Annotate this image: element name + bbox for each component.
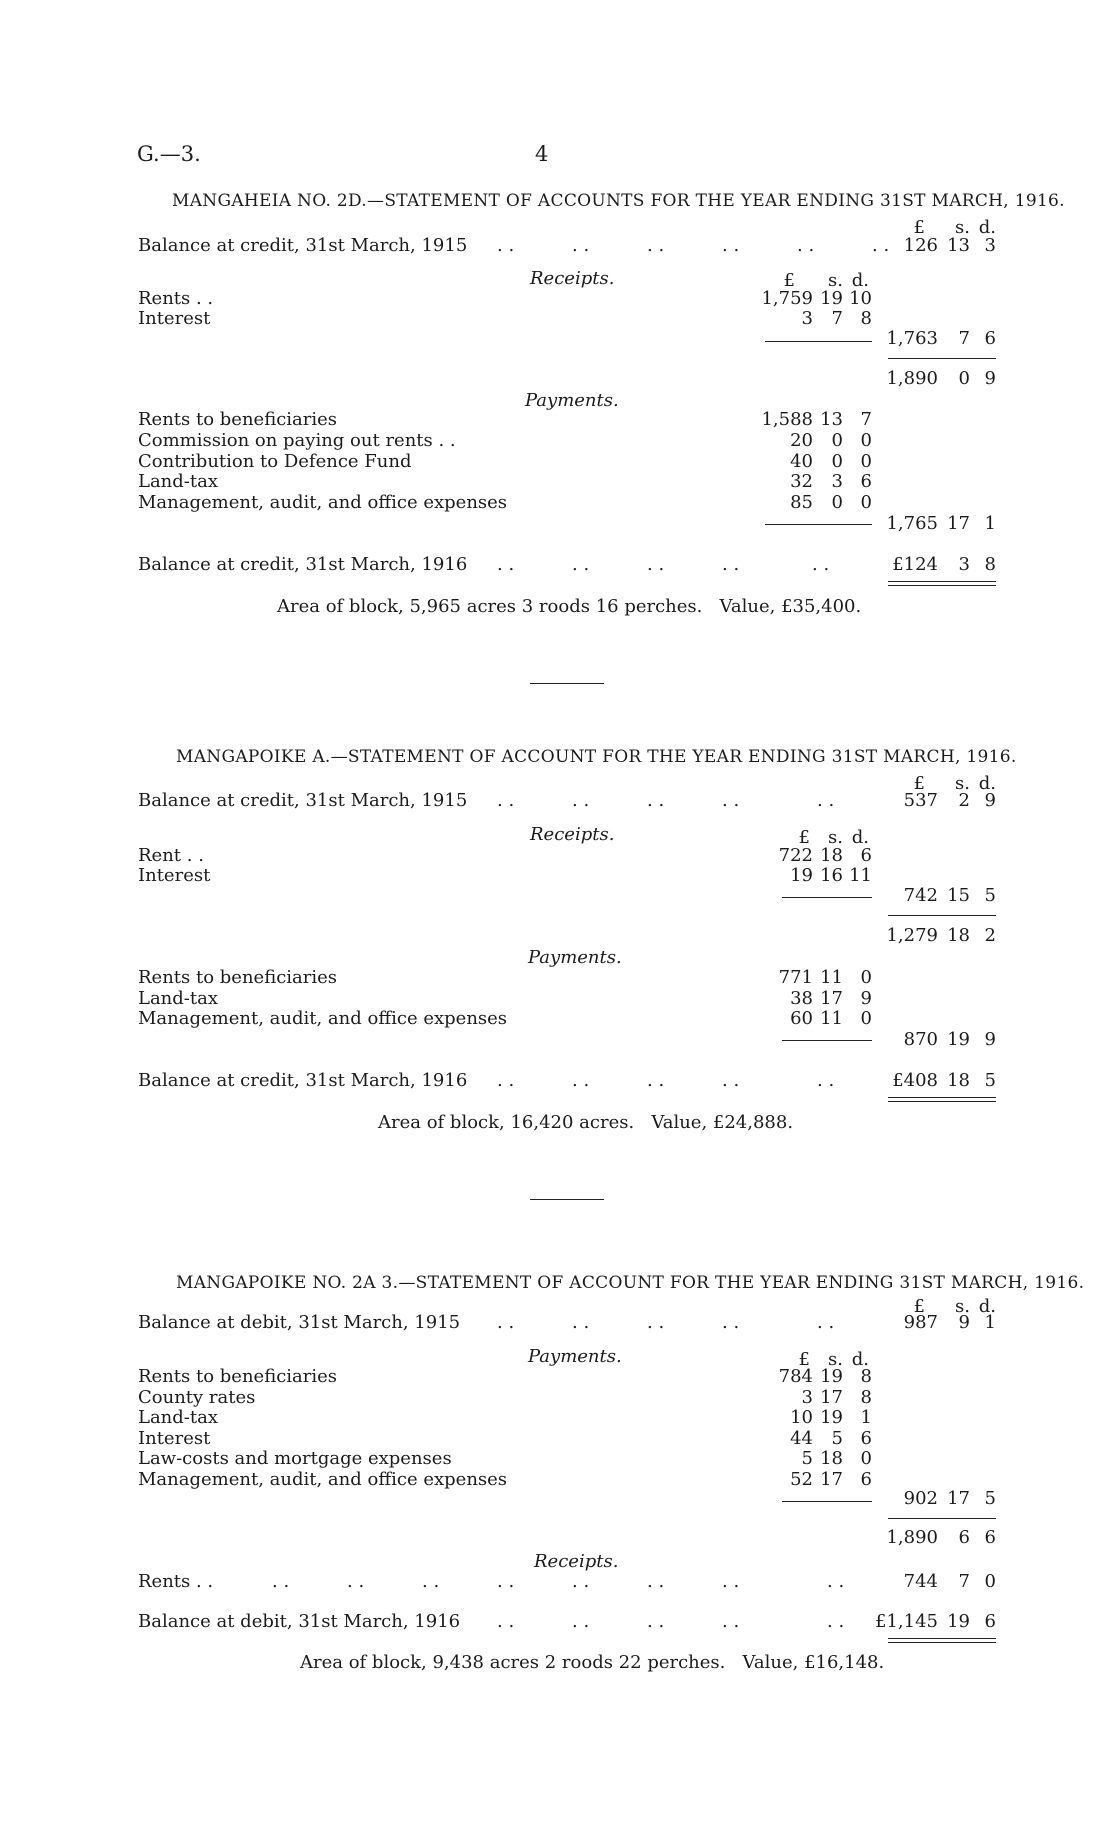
payment-item-pounds: 44 [790,1428,813,1449]
payment-item-label: Land-tax [138,1407,218,1428]
payment-item-shillings: 0 [831,451,843,472]
receipts-total-shillings: 7 [958,328,970,349]
block-footnote: Area of block, 9,438 acres 2 roods 22 perches. Value, £16,148. [300,1652,885,1673]
payment-item-shillings: 13 [820,409,843,430]
payment-item-label: Rents to beneficiaries [138,409,338,430]
opening-balance-label: Balance at credit, 31st March, 1915 [138,790,468,811]
receipt-item-pence: 0 [984,1571,996,1592]
payment-item-pence: 6 [860,471,872,492]
leader-dots: . . [497,554,515,575]
closing-pence: 5 [984,1070,996,1091]
receipts-heading: Receipts. [534,1551,619,1572]
receipt-item-label: Rents . . [138,1571,214,1592]
closing-balance-label: Balance at credit, 31st March, 1916 [138,554,468,575]
payment-item-pounds: 40 [790,451,813,472]
subtotal-pounds: 1,279 [886,925,938,946]
leader-dots: . . [722,790,740,811]
leader-dots: . . [572,554,590,575]
column-rule [782,1501,872,1502]
subtotal-pounds: 1,890 [886,1527,938,1548]
opening-pence: 1 [984,1312,996,1333]
payments-total-shillings: 17 [947,513,970,534]
payments-total-pounds: 870 [903,1029,938,1050]
payments-total-pence: 9 [984,1029,996,1050]
leader-dots: . . [497,1070,515,1091]
receipt-item-label: Rents . . [138,288,214,309]
opening-pounds: 537 [903,790,938,811]
payment-item-label: Law-costs and mortgage expenses [138,1448,452,1469]
payment-item-shillings: 0 [831,492,843,513]
leader-dots: . . [722,1571,740,1592]
receipt-item-label: Interest [138,865,211,886]
leader-dots: . . [347,1571,365,1592]
payment-item-pence: 8 [860,1366,872,1387]
payment-item-shillings: 19 [820,1407,843,1428]
receipt-item-label: Rent . . [138,845,204,866]
receipt-item-pence: 10 [849,288,872,309]
total-rule [888,358,996,359]
payment-item-pounds: 38 [790,988,813,1009]
receipt-item-pounds: 19 [790,865,813,886]
column-rule [782,1040,872,1041]
leader-dots: . . [812,554,830,575]
receipts-heading: Receipts. [530,824,615,845]
subtotal-shillings: 18 [947,925,970,946]
column-rule [765,524,872,525]
leader-dots: . . [647,1312,665,1333]
closing-shillings: 18 [947,1070,970,1091]
subtotal-shillings: 0 [958,368,970,389]
currency-head-shillings: s. [828,1349,843,1370]
leader-dots: . . [572,1312,590,1333]
currency-head-pounds: £ [798,827,810,848]
block-footnote: Area of block, 5,965 acres 3 roods 16 perches. Value, £35,400. [277,596,862,617]
payment-item-shillings: 0 [831,430,843,451]
page-number: 4 [535,142,549,166]
receipts-total-pounds: 1,763 [886,328,938,349]
payment-item-pounds: 52 [790,1469,813,1490]
payment-item-pence: 0 [860,1448,872,1469]
double-rule [888,585,996,586]
section-title: MANGAHEIA NO. 2D.—STATEMENT OF ACCOUNTS FOR THE YEAR ENDING 31ST MARCH, 1916. [172,191,1065,211]
leader-dots: . . [817,1312,835,1333]
currency-head-shillings: s. [955,217,970,238]
payment-item-pence: 0 [860,1008,872,1029]
payment-item-label: Management, audit, and office expenses [138,1008,508,1029]
currency-head-pence: d. [978,217,996,238]
currency-head-pence: d. [851,1349,869,1370]
total-rule [888,915,996,916]
leader-dots: . . [272,1571,290,1592]
payment-item-pence: 6 [860,1428,872,1449]
opening-shillings: 2 [958,790,970,811]
currency-head-pounds: £ [913,217,925,238]
currency-head-pence: d. [978,1296,996,1317]
leader-dots: . . [827,1571,845,1592]
currency-head-pounds: £ [783,270,795,291]
receipt-item-label: Interest [138,308,211,329]
leader-dots: . . [497,1312,515,1333]
currency-head-shillings: s. [828,270,843,291]
payments-total-shillings: 19 [947,1029,970,1050]
payment-item-shillings: 17 [820,988,843,1009]
payment-item-pounds: 771 [778,967,813,988]
subtotal-pounds: 1,890 [886,368,938,389]
payment-item-label: Interest [138,1428,211,1449]
section-divider [530,1199,604,1200]
payment-item-label: Rents to beneficiaries [138,1366,338,1387]
leader-dots: . . [497,790,515,811]
leader-dots: . . [572,790,590,811]
leader-dots: . . [817,790,835,811]
leader-dots: . . [722,235,740,256]
payment-item-pence: 1 [860,1407,872,1428]
payment-item-shillings: 18 [820,1448,843,1469]
closing-balance-label: Balance at credit, 31st March, 1916 [138,1070,468,1091]
receipts-total-pence: 6 [984,328,996,349]
receipts-total-shillings: 15 [947,885,970,906]
currency-head-shillings: s. [955,773,970,794]
double-rule [888,1638,996,1639]
leader-dots: . . [647,554,665,575]
currency-head-pounds: £ [913,1296,925,1317]
subtotal-pence: 2 [984,925,996,946]
payment-item-pounds: 5 [801,1448,813,1469]
payment-item-label: Land-tax [138,471,218,492]
receipts-total-pounds: 742 [903,885,938,906]
payment-item-label: Management, audit, and office expenses [138,492,508,513]
payments-heading: Payments. [528,1346,622,1367]
payment-item-shillings: 11 [820,967,843,988]
section-title: MANGAPOIKE A.—STATEMENT OF ACCOUNT FOR THE YEAR ENDING 31ST MARCH, 1916. [176,747,1017,767]
leader-dots: . . [572,1611,590,1632]
receipt-item-pounds: 3 [801,308,813,329]
closing-pounds: £1,145 [875,1611,938,1632]
leader-dots: . . [497,235,515,256]
payment-item-shillings: 3 [831,471,843,492]
payment-item-pounds: 20 [790,430,813,451]
currency-head-pence: d. [851,270,869,291]
opening-pounds: 987 [903,1312,938,1333]
leader-dots: . . [497,1611,515,1632]
payments-total-pounds: 902 [903,1488,938,1509]
receipts-total-pence: 5 [984,885,996,906]
subtotal-pence: 6 [984,1527,996,1548]
closing-pounds: £408 [892,1070,938,1091]
leader-dots: . . [572,1070,590,1091]
double-rule [888,1097,996,1098]
closing-shillings: 19 [947,1611,970,1632]
leader-dots: . . [722,1312,740,1333]
payment-item-pounds: 85 [790,492,813,513]
leader-dots: . . [872,235,890,256]
opening-pence: 9 [984,790,996,811]
closing-shillings: 3 [958,554,970,575]
leader-dots: . . [497,1571,515,1592]
payment-item-shillings: 17 [820,1387,843,1408]
opening-shillings: 9 [958,1312,970,1333]
subtotal-pence: 9 [984,368,996,389]
receipt-item-shillings: 19 [820,288,843,309]
section-divider [530,683,604,684]
currency-head-pence: d. [851,827,869,848]
currency-head-pounds: £ [913,773,925,794]
payment-item-pence: 6 [860,1469,872,1490]
receipt-item-shillings: 16 [820,865,843,886]
opening-pounds: 126 [903,235,938,256]
opening-pence: 3 [984,235,996,256]
receipt-item-shillings: 7 [958,1571,970,1592]
section-title: MANGAPOIKE NO. 2A 3.—STATEMENT OF ACCOUNT FOR THE YEAR ENDING 31ST MARCH, 1916. [176,1273,1085,1293]
payment-item-pence: 0 [860,967,872,988]
leader-dots: . . [797,235,815,256]
closing-balance-label: Balance at debit, 31st March, 1916 [138,1611,461,1632]
payment-item-shillings: 11 [820,1008,843,1029]
payment-item-pence: 9 [860,988,872,1009]
receipt-item-pence: 11 [849,865,872,886]
payment-item-pounds: 1,588 [761,409,813,430]
receipt-item-pence: 8 [860,308,872,329]
subtotal-shillings: 6 [958,1527,970,1548]
double-rule [888,1101,996,1102]
leader-dots: . . [647,1070,665,1091]
receipt-item-shillings: 18 [820,845,843,866]
leader-dots: . . [422,1571,440,1592]
payment-item-pounds: 10 [790,1407,813,1428]
payments-heading: Payments. [525,390,619,411]
leader-dots: . . [827,1611,845,1632]
closing-pence: 8 [984,554,996,575]
page-reference: G.—3. [137,142,201,166]
payment-item-pence: 0 [860,492,872,513]
leader-dots: . . [722,1070,740,1091]
block-footnote: Area of block, 16,420 acres. Value, £24,888. [378,1112,794,1133]
payments-total-pounds: 1,765 [886,513,938,534]
leader-dots: . . [722,1611,740,1632]
double-rule [888,581,996,582]
receipt-item-pounds: 744 [903,1571,938,1592]
payment-item-shillings: 5 [831,1428,843,1449]
closing-pounds: £124 [892,554,938,575]
payment-item-pounds: 60 [790,1008,813,1029]
currency-head-shillings: s. [955,1296,970,1317]
double-rule [888,1642,996,1643]
currency-head-shillings: s. [828,827,843,848]
payment-item-pounds: 32 [790,471,813,492]
payment-item-pence: 0 [860,430,872,451]
column-rule [765,341,872,342]
payment-item-shillings: 19 [820,1366,843,1387]
payment-item-label: Management, audit, and office expenses [138,1469,508,1490]
receipt-item-pence: 6 [860,845,872,866]
payment-item-label: Commission on paying out rents . . [138,430,456,451]
payment-item-label: Contribution to Defence Fund [138,451,412,472]
receipts-heading: Receipts. [530,268,615,289]
leader-dots: . . [647,1571,665,1592]
opening-shillings: 13 [947,235,970,256]
currency-head-pence: d. [978,773,996,794]
leader-dots: . . [722,554,740,575]
payment-item-pounds: 3 [801,1387,813,1408]
leader-dots: . . [647,235,665,256]
payments-total-pence: 1 [984,513,996,534]
receipt-item-shillings: 7 [831,308,843,329]
leader-dots: . . [647,790,665,811]
payment-item-label: Rents to beneficiaries [138,967,338,988]
closing-pence: 6 [984,1611,996,1632]
payment-item-shillings: 17 [820,1469,843,1490]
payments-total-shillings: 17 [947,1488,970,1509]
payment-item-pounds: 784 [778,1366,813,1387]
receipt-item-pounds: 1,759 [761,288,813,309]
column-rule [782,897,872,898]
payment-item-pence: 0 [860,451,872,472]
leader-dots: . . [572,235,590,256]
opening-balance-label: Balance at credit, 31st March, 1915 [138,235,468,256]
leader-dots: . . [647,1611,665,1632]
leader-dots: . . [572,1571,590,1592]
total-rule [888,1518,996,1519]
payment-item-pence: 7 [860,409,872,430]
payment-item-label: County rates [138,1387,256,1408]
payment-item-pence: 8 [860,1387,872,1408]
currency-head-pounds: £ [798,1349,810,1370]
receipt-item-pounds: 722 [778,845,813,866]
payments-heading: Payments. [528,947,622,968]
opening-balance-label: Balance at debit, 31st March, 1915 [138,1312,461,1333]
leader-dots: . . [817,1070,835,1091]
payments-total-pence: 5 [984,1488,996,1509]
payment-item-label: Land-tax [138,988,218,1009]
